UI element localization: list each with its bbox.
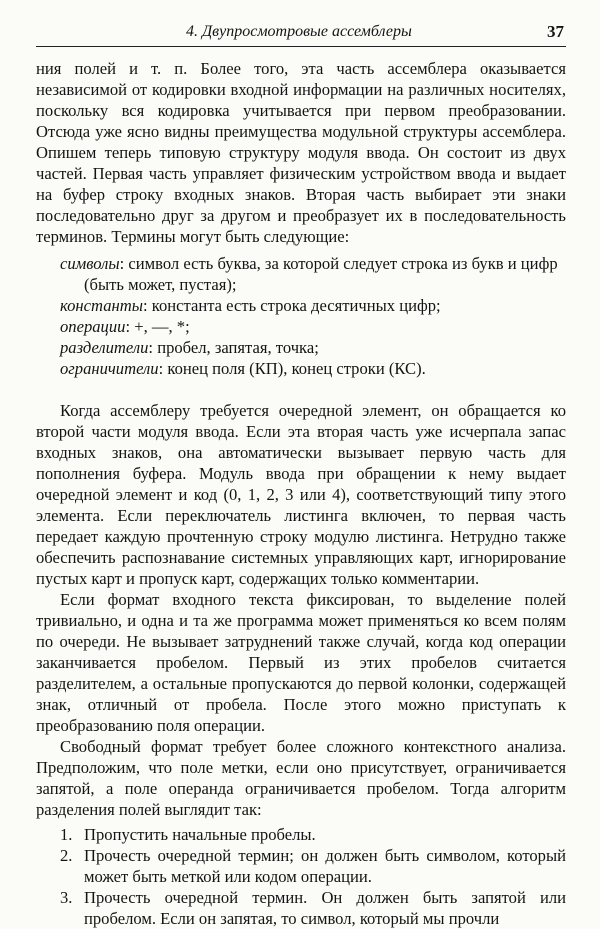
running-title: 4. Двупросмотровые ассемблеры <box>186 23 412 40</box>
body-text <box>36 58 566 929</box>
definition-term: ограничители <box>60 359 159 378</box>
term-definitions <box>36 253 566 379</box>
paragraph-1: ния полей и т. п. Более того, эта часть ассемблера оказывается независимой от кодировки входной информации на различных носителях, поскольку вся кодировка учитывается при первом преобразовании. Отсюда уже ясно видны преимущества модульной структуры ассемблера. Опишем теперь типовую структуру модуля ввода. Он состоит из двух частей. Первая часть управляет физическим устройством ввода и выдает на буфер строку входных знаков. Вторая часть выбирает эти знаки последовательно друг за другом и преобразует их в последовательность терминов. Термины могут быть следующие: <box>36 59 566 246</box>
paragraph-3: Если формат входного текста фиксирован, то выделение полей тривиально, и одна и та же программа может применяться ко всем полям по очереди. Не вызывает затруднений также случай, когда код операции заканчивается пробелом. Первый из этих пробелов считается разделителем, а остальные пропускаются до первой колонки, содержащей знак, отличный от пробела. После этого можно приступать к преобразованию поля операции. <box>36 590 566 735</box>
running-header <box>36 20 566 47</box>
algorithm-step <box>60 887 566 929</box>
paragraph-4: Свободный формат требует более сложного контекстного анализа. Предположим, что поле метки, если оно присутствует, ограничивается запятой, а поле операнда ограничивается пробелом. Тогда алгоритм разделения полей выглядит так: <box>36 737 566 819</box>
definition-item: константы: константа есть строка десятичных цифр; <box>60 296 441 315</box>
definition-text: символ есть буква, за которой следует строка из букв и цифр (быть может, пустая); <box>84 254 558 294</box>
step-text: Пропустить начальные пробелы. <box>84 825 316 844</box>
definition-term: константы <box>60 296 143 315</box>
definition-term: операции <box>60 317 126 336</box>
definition-text: конец поля (КП), конец строки (КС). <box>167 359 426 378</box>
definition-item: операции: +, —, *; <box>60 317 190 336</box>
paragraph-2: Когда ассемблеру требуется очередной элемент, он обращается ко второй части модуля ввода. Если эта вторая часть уже исчерпала запас входных знаков, она автоматически вызывает первую часть для пополнения буфера. Модуль ввода при обращении к нему выдает очередной элемент и код (0, 1, 2, 3 или 4), соответствующий типу этого элемента. Если переключатель листинга включен, то первая часть передает каждую прочтенную строку модулю листинга. Нетрудно также обеспечить распознавание системных управляющих карт, игнорирование пустых карт и пропуск карт, содержащих только комментарии. <box>36 401 566 588</box>
definition-term: символы <box>60 254 120 273</box>
step-number: 1. <box>60 825 73 844</box>
algorithm-step <box>60 845 566 887</box>
step-text: Прочесть очередной термин; он должен быть символом, который может быть меткой или кодом операции. <box>84 846 566 886</box>
definition-item: символы: символ есть буква, за которой следует строка из букв и цифр (быть может, пустая); <box>60 254 558 294</box>
algorithm-step <box>60 824 566 845</box>
definition-term: разделители <box>60 338 149 357</box>
step-number: 3. <box>60 888 73 907</box>
page-number: 37 <box>547 22 564 41</box>
definition-item: ограничители: конец поля (КП), конец строки (КС). <box>60 359 426 378</box>
definition-text: константа есть строка десятичных цифр; <box>151 296 441 315</box>
definition-text: +, —, *; <box>134 317 190 336</box>
definition-item: разделители: пробел, запятая, точка; <box>60 338 319 357</box>
algorithm-steps <box>36 824 566 929</box>
definition-text: пробел, запятая, точка; <box>157 338 319 357</box>
step-text: Прочесть очередной термин. Он должен быть запятой или пробелом. Если он запятая, то символ, который мы прочли <box>84 888 566 928</box>
step-number: 2. <box>60 846 73 865</box>
